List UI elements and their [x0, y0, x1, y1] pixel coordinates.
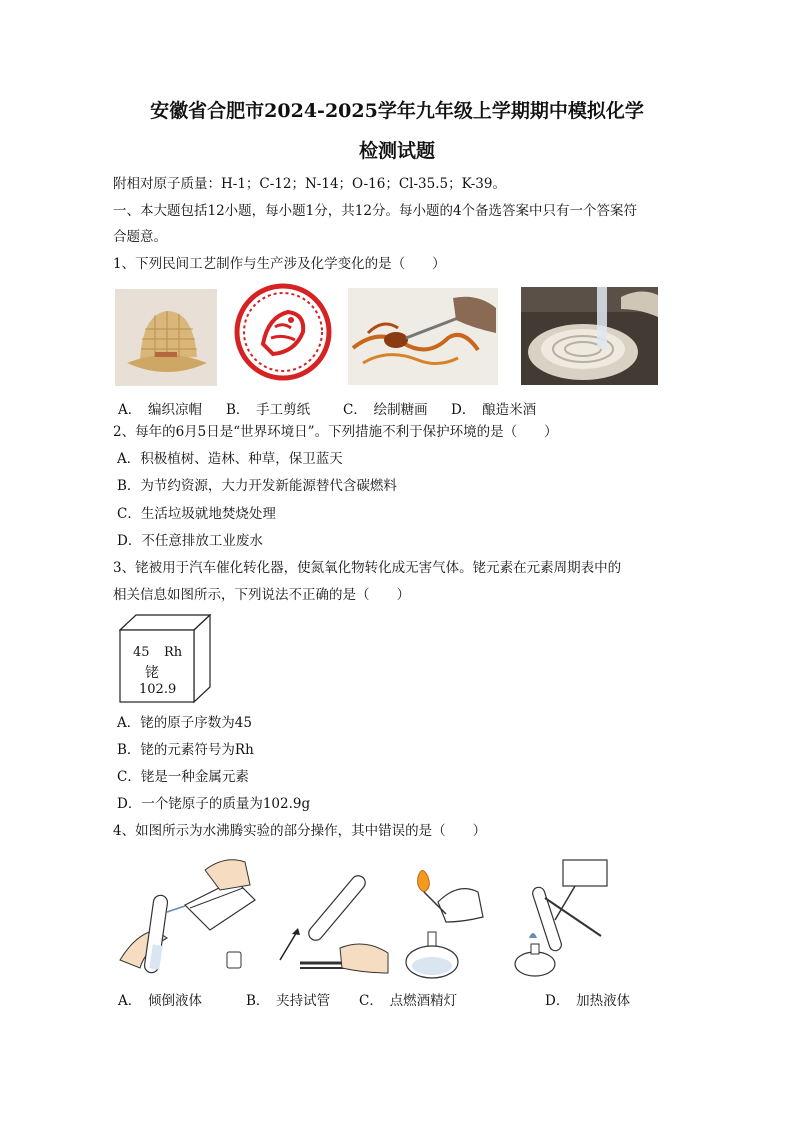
q4-stem: 4、如图所示为水沸腾实验的部分操作，其中错误的是（ ） [113, 823, 487, 839]
q2-option-a: A．积极植树、造林、种草，保卫蓝天 [117, 451, 343, 467]
q4-image-holding-test-tube [270, 868, 390, 978]
q3-option-b: B．铑的元素符号为Rh [117, 742, 254, 758]
element-name: 铑 [145, 665, 159, 681]
q1-option-d: D． 酿造米酒 [451, 402, 537, 418]
q1-option-c: C． 绘制糖画 [343, 402, 428, 418]
section-instructions-line1: 一、本大题包括12小题，每小题1分，共12分。每小题的4个备选答案中只有一个答案符 [113, 203, 638, 219]
section-instructions-line2: 合题意。 [113, 229, 167, 245]
element-atomic-number: 45 [133, 645, 150, 660]
q2-option-b: B．为节约资源，大力开发新能源替代含碳燃料 [117, 478, 397, 494]
q1-option-b: B． 手工剪纸 [226, 402, 311, 418]
q4-image-heating-liquid [505, 858, 613, 980]
q2-option-c: C．生活垃圾就地焚烧处理 [117, 506, 276, 522]
element-symbol: Rh [164, 645, 183, 660]
q1-image-paper-cut [233, 282, 333, 382]
q3-stem-line1: 3、铑被用于汽车催化转化器，使氮氧化物转化成无害气体。铑元素在元素周期表中的 [113, 560, 622, 576]
q4-image-pouring-liquid [115, 850, 265, 980]
page-title-line1: 安徽省合肥市2024-2025学年九年级上学期期中模拟化学 [150, 100, 644, 122]
q2-option-d: D．不任意排放工业废水 [117, 533, 263, 549]
q4-option-c: C． 点燃酒精灯 [359, 993, 458, 1009]
q4-option-d: D． 加热液体 [545, 993, 631, 1009]
q1-option-a: A． 编织凉帽 [118, 402, 202, 418]
element-card-rhodium [119, 614, 211, 704]
q3-stem-line2: 相关信息如图所示，下列说法不正确的是（ ） [113, 587, 410, 603]
q2-stem: 2、每年的6月5日是“世界环境日”。下列措施不利于保护环境的是（ ） [113, 424, 558, 440]
q3-option-a: A．铑的原子序数为45 [117, 715, 252, 731]
q4-image-lighting-alcohol-lamp [398, 862, 493, 982]
q1-image-rice-wine [521, 287, 658, 385]
q3-option-c: C．铑是一种金属元素 [117, 769, 249, 785]
q4-option-b: B． 夹持试管 [246, 993, 331, 1009]
atomic-masses: 附相对原子质量：H-1；C-12；N-14；O-16；Cl-35.5；K-39。 [113, 176, 506, 192]
q4-option-a: A． 倾倒液体 [118, 993, 202, 1009]
page-title-line2: 检测试题 [358, 140, 435, 162]
q3-option-d: D．一个铑原子的质量为102.9g [117, 796, 311, 812]
q1-image-sugar-painting [348, 288, 498, 385]
element-mass: 102.9 [139, 682, 177, 697]
q1-image-straw-hat [115, 289, 217, 386]
q1-stem: 1、下列民间工艺制作与生产涉及化学变化的是（ ） [113, 256, 446, 272]
